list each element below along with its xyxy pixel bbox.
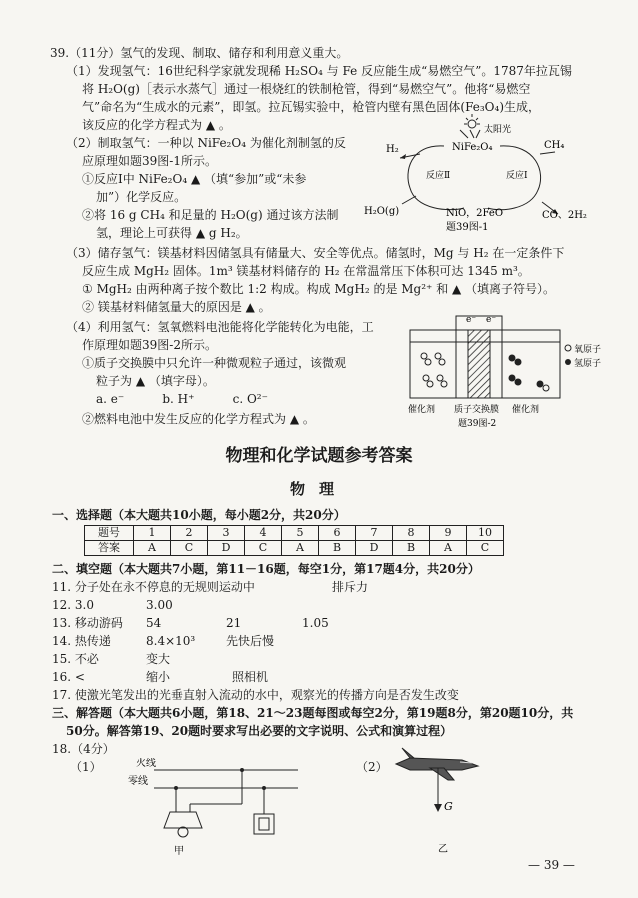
table-cell: B: [319, 541, 356, 556]
answer-14-c: 先快后慢: [226, 634, 275, 648]
answer-15-b: 变大: [146, 652, 171, 666]
table-cell: 4: [245, 526, 282, 541]
q39-heading: 39.（11分）氢气的发现、制取、储存和利用意义重大。: [50, 46, 349, 60]
table-cell: 题号: [85, 526, 134, 541]
table-cell: 6: [319, 526, 356, 541]
fig1-catalyst: NiFe₂O₄: [452, 142, 493, 153]
table-cell: 9: [430, 526, 467, 541]
neutral-wire-label: 零线: [128, 776, 148, 787]
q39-part1-line4: 该反应的化学方程式为 ▲ 。: [82, 118, 231, 132]
table-cell: A: [282, 541, 319, 556]
table-cell: B: [393, 541, 430, 556]
fig1-sunlight: 太阳光: [484, 125, 512, 135]
answer-18-part1: （1）: [70, 760, 102, 774]
q39-part2-q1-line1: ①反应Ⅰ中 NiFe₂O₄ ▲ （填“参加”或“未参: [82, 172, 307, 186]
fig1-h2o: H₂O(g): [364, 206, 400, 217]
q39-part4-q2: ②燃料电池中发生反应的化学方程式为 ▲ 。: [82, 412, 315, 426]
fig2-catalyst-right: 催化剂: [512, 405, 540, 415]
q39-part1-line1: （1）发现氢气：16世纪科学家就发现稀 H₂SO₄ 与 Fe 反应能生成“易燃空气”。1787年拉瓦锡: [66, 64, 572, 78]
q39-part4-line2: 作原理如题39图-2所示。: [82, 338, 217, 352]
table-cell: 8: [393, 526, 430, 541]
answer-13-a: 13. 移动游码: [52, 616, 123, 630]
lamp-icon: [164, 812, 202, 837]
answer-13-c: 21: [226, 616, 242, 630]
fig2-catalyst-left: 催化剂: [408, 405, 436, 415]
table-cell: D: [208, 541, 245, 556]
q39-part2-q1-line2: 加”）化学反应。: [96, 190, 187, 204]
figure-39-1: [360, 112, 600, 232]
oxygen-molecules: [509, 355, 550, 392]
fig1-reaction1: 反应Ⅰ: [506, 171, 528, 181]
table-row: [85, 526, 504, 541]
section-solve-heading-1: 三、解答题（本大题共6小题，第18、21～23题每图或每空2分，第19题8分，第20题10分，共: [52, 706, 574, 720]
table-cell: 10: [467, 526, 504, 541]
answer-18-part2: （2）: [356, 760, 388, 774]
table-cell: 答案: [85, 541, 134, 556]
answers-subject: 物理: [289, 480, 348, 498]
proton-exchange-membrane: [468, 330, 490, 398]
q39-part1-line3: 气”命名为“生成水的元素”，即氢。拉瓦锡实验中，枪管内壁有黑色固体(Fe₃O₄)生成，: [82, 100, 541, 114]
q39-part3-line1: （3）储存氢气：镁基材料因储氢具有储量大、安全等优点。储氢时，Mg 与 H₂ 在一定条件下: [66, 246, 565, 260]
answers-title: 物理和化学试题参考答案: [225, 446, 413, 466]
q39-part4-q1-line2: 粒子为 ▲ （填字母）。: [96, 374, 215, 388]
answer-16-b: 缩小: [146, 670, 171, 684]
fig1-reaction2: 反应Ⅱ: [426, 171, 451, 181]
q39-part4-q1-line1: ①质子交换膜中只允许一种微观粒子通过，该微观: [82, 356, 347, 370]
q39-part2-line2: 应原理如题39图-1所示。: [82, 154, 217, 168]
fig1-products: CO、2H₂: [542, 210, 587, 221]
section-fill-heading: 二、填空题（本大题共7小题，第11－16题，每空1分，第17题4分，共20分）: [52, 562, 480, 576]
section-choice-heading: 一、选择题（本大题共10小题，每小题2分，共20分）: [52, 508, 346, 522]
table-cell: C: [245, 541, 282, 556]
answer-table: [84, 525, 504, 556]
answer-16-c: 照相机: [232, 670, 269, 684]
answer-18-heading: 18.（4分）: [52, 742, 115, 756]
table-cell: D: [356, 541, 393, 556]
answer-12-b: 3.00: [146, 598, 173, 612]
fig2-membrane: 质子交换膜: [454, 405, 500, 415]
q39-part4-options: a. e⁻ b. H⁺ c. O²⁻: [96, 392, 268, 406]
q39-part1-line2: 将 H₂O(g)［表示水蒸气］通过一根烧红的铁制枪管，得到“易燃空气”。他将“易燃空: [82, 82, 531, 96]
q39-part2-q2-line2: 氢，理论上可获得 ▲ g H₂。: [96, 226, 248, 240]
answer-11-b: 排斥力: [332, 580, 369, 594]
jet-plane-icon: [396, 748, 478, 780]
table-cell: A: [134, 541, 171, 556]
table-cell: C: [171, 541, 208, 556]
plane-diagram: [390, 746, 500, 858]
answer-16-a: 16. <: [52, 670, 85, 684]
fig1-h2: H₂: [386, 144, 399, 155]
table-cell: 5: [282, 526, 319, 541]
q39-part3-q1: ① MgH₂ 由两种离子按个数比 1:2 构成。构成 MgH₂ 的是 Mg²⁺ 和 ▲ （填离子符号）。: [82, 282, 556, 296]
fig2-legend-hydrogen: 氢原子: [574, 359, 602, 369]
page-number: — 39 —: [528, 858, 575, 872]
hydrogen-molecules: [421, 353, 447, 387]
figure-39-2: [400, 312, 620, 430]
sun-icon: [460, 114, 480, 138]
q39-part2-q2-line1: ②将 16 g CH₄ 和足量的 H₂O(g) 通过该方法制: [82, 208, 339, 222]
answer-14-a: 14. 热传递: [52, 634, 111, 648]
circuit-diagram: [118, 758, 308, 858]
fig1-ch4: CH₄: [544, 140, 565, 151]
table-cell: 3: [208, 526, 245, 541]
diagram-label-jia: 甲: [174, 846, 184, 857]
fig2-caption: 题39图-2: [458, 419, 497, 429]
table-row: [85, 541, 504, 556]
fig1-nio: NiO，2FeO: [446, 208, 504, 219]
diagram-label-yi: 乙: [438, 844, 448, 855]
fig2-e1: e⁻: [466, 315, 477, 325]
answer-13-d: 1.05: [302, 616, 329, 630]
table-cell: 2: [171, 526, 208, 541]
q39-part4-line1: （4）利用氢气：氢氧燃料电池能将化学能转化为电能，工: [66, 320, 374, 334]
table-cell: A: [430, 541, 467, 556]
table-cell: 7: [356, 526, 393, 541]
legend-oxygen-symbol: [565, 345, 571, 351]
switch-icon: [254, 814, 274, 834]
live-wire-label: 火线: [136, 758, 156, 769]
answer-14-b: 8.4×10³: [146, 634, 196, 648]
q39-part3-line2: 反应生成 MgH₂ 固体。1m³ 镁基材料储存的 H₂ 在常温常压下体积可达 1345 m³。: [82, 264, 530, 278]
fig1-caption: 题39图-1: [446, 222, 489, 232]
q39-part2-line1: （2）制取氢气：一种以 NiFe₂O₄ 为催化剂制氢的反: [66, 136, 346, 150]
answer-15-a: 15. 不必: [52, 652, 99, 666]
answer-11-a: 11. 分子处在永不停息的无规则运动中: [52, 580, 255, 594]
gravity-label: G: [444, 800, 453, 813]
fig2-legend-oxygen: 氧原子: [574, 345, 602, 355]
table-cell: 1: [134, 526, 171, 541]
q39-part3-q2: ② 镁基材料储氢量大的原因是 ▲ 。: [82, 300, 271, 314]
fig2-e2: e⁻: [486, 315, 497, 325]
answer-12-a: 12. 3.0: [52, 598, 94, 612]
legend-hydrogen-symbol: [565, 359, 571, 365]
answer-17: 17. 使激光笔发出的光垂直射入流动的水中，观察光的传播方向是否发生改变: [52, 688, 459, 702]
section-solve-heading-2: 50分。解答第19、20题时要求写出必要的文字说明、公式和演算过程）: [66, 724, 453, 738]
table-cell: C: [467, 541, 504, 556]
answer-13-b: 54: [146, 616, 162, 630]
